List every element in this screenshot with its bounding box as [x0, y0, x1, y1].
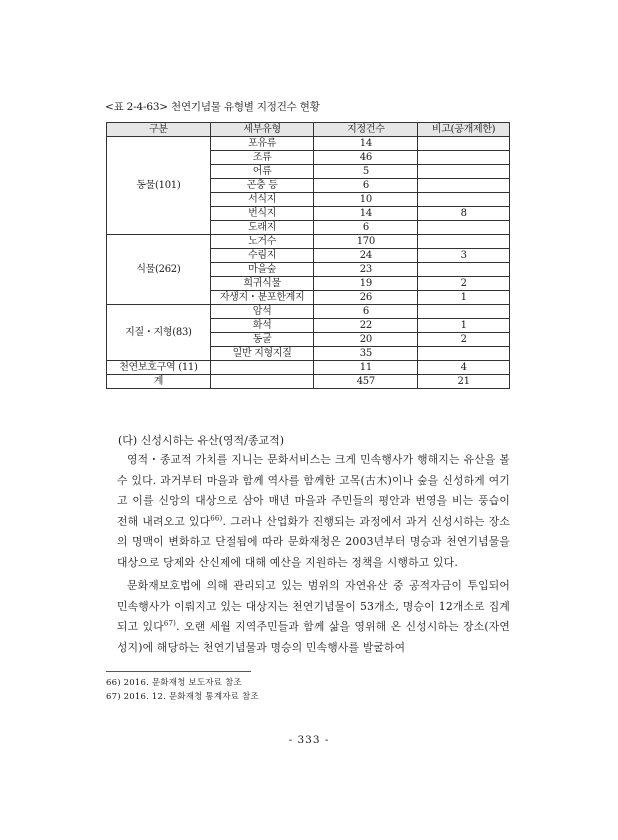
count-cell: 35 — [314, 347, 418, 361]
note-cell — [418, 179, 510, 193]
total-count: 457 — [314, 375, 418, 389]
table-caption: <표 2-4-63> 천연기념물 유형별 지정건수 현황 — [105, 101, 320, 113]
count-cell: 24 — [314, 249, 418, 263]
type-cell: 마을숲 — [210, 263, 314, 277]
count-cell: 22 — [314, 319, 418, 333]
note-cell — [418, 263, 510, 277]
count-cell: 10 — [314, 193, 418, 207]
type-cell: 암석 — [210, 305, 314, 319]
note-cell: 8 — [418, 207, 510, 221]
note-cell: 2 — [418, 277, 510, 291]
type-cell: 희귀식물 — [210, 277, 314, 291]
type-cell — [210, 375, 314, 389]
footnote-divider — [106, 671, 251, 672]
column-header: 세부유형 — [210, 123, 314, 137]
group-cell-protected-area: 천연보호구역 (11) — [107, 361, 211, 375]
note-cell: 1 — [418, 291, 510, 305]
footnote: 66) 2016. 문화재청 보도자료 참조 — [106, 678, 242, 688]
column-header: 비고(공개제한) — [418, 123, 510, 137]
note-cell — [418, 221, 510, 235]
designation-stats-table — [106, 122, 510, 389]
column-header: 지정건수 — [314, 123, 418, 137]
type-cell: 도래지 — [210, 221, 314, 235]
type-cell: 동굴 — [210, 333, 314, 347]
note-cell: 2 — [418, 333, 510, 347]
table-row — [107, 305, 510, 319]
table-row — [107, 361, 510, 375]
section-title: (다) 신성시하는 유산(영적/종교적) — [118, 434, 285, 447]
note-cell — [418, 165, 510, 179]
count-cell: 23 — [314, 263, 418, 277]
count-cell: 170 — [314, 235, 418, 249]
count-cell: 6 — [314, 179, 418, 193]
type-cell: 노거수 — [210, 235, 314, 249]
paragraph-text: . 그러나 산업화가 진행되는 과정에서 과거 신성시하는 장소의 명맥이 변화하고 단절됨에 따라 문화재청은 2003년부터 명승과 천연기념물을 대상으로 당제와 산신제에 대해 예산을 지원하는 정책을 시행하고 있다. — [117, 514, 510, 569]
type-cell: 일반 지형지질 — [210, 347, 314, 361]
type-cell: 조류 — [210, 151, 314, 165]
paragraph-text: 문화재보호법에 의해 관리되고 있는 범위의 자연유산 중 공적자금이 투입되어 민속행사가 이뤄지고 있는 대상지는 천연기념물이 53개소, 명승이 12개소로 집계되고 있다 — [117, 579, 510, 633]
note-cell — [418, 305, 510, 319]
type-cell: 어류 — [210, 165, 314, 179]
type-cell: 자생지・분포한계지 — [210, 291, 314, 305]
total-note: 21 — [418, 375, 510, 389]
count-cell: 14 — [314, 207, 418, 221]
footnote: 67) 2016. 12. 문화재청 통계자료 참조 — [106, 692, 259, 702]
paragraph-text: . 오랜 세월 지역주민들과 함께 삶을 영위해 온 신성시하는 장소(자연성지)에 해당하는 천연기념물과 명승의 민속행사를 발굴하여 — [117, 620, 511, 654]
count-cell: 5 — [314, 165, 418, 179]
count-cell: 26 — [314, 291, 418, 305]
type-cell: 번식지 — [210, 207, 314, 221]
total-row — [107, 375, 510, 389]
note-cell: 1 — [418, 319, 510, 333]
type-cell: 곤충 등 — [210, 179, 314, 193]
table-row — [107, 137, 510, 151]
count-cell: 19 — [314, 277, 418, 291]
paragraph-text: 영적・종교적 가치를 지니는 문화서비스는 크게 민속행사가 행해지는 유산을 볼 수 있다. 과거부터 마을과 함께 역사를 함께한 고목(古木)이나 숲을 신성하게 여기고 이를 신앙의 대상으로 삼아 매년 마을과 주민들의 평안과 번영을 비는 풍습이 전해 내려오고 있다 — [117, 453, 510, 528]
table-header-row — [107, 123, 510, 137]
note-cell — [418, 137, 510, 151]
count-cell: 14 — [314, 137, 418, 151]
type-cell: 화석 — [210, 319, 314, 333]
type-cell: 수림지 — [210, 249, 314, 263]
note-cell — [418, 235, 510, 249]
type-cell — [210, 361, 314, 375]
count-cell: 6 — [314, 305, 418, 319]
column-header: 구분 — [107, 123, 211, 137]
page-number: - 333 - — [288, 734, 330, 746]
count-cell: 46 — [314, 151, 418, 165]
count-cell: 6 — [314, 221, 418, 235]
group-cell-geology: 지질・지형(83) — [107, 305, 211, 361]
note-cell: 3 — [418, 249, 510, 263]
note-cell — [418, 193, 510, 207]
footnote-ref: 66) — [210, 513, 223, 522]
table-row — [107, 235, 510, 249]
footnote-ref: 67) — [163, 619, 177, 628]
paragraph-1 — [117, 450, 510, 573]
note-cell — [418, 347, 510, 361]
type-cell: 서식지 — [210, 193, 314, 207]
count-cell: 20 — [314, 333, 418, 347]
type-cell: 포유류 — [210, 137, 314, 151]
count-cell: 11 — [314, 361, 418, 375]
total-label: 계 — [107, 375, 211, 389]
note-cell — [418, 151, 510, 165]
group-cell-animal: 동물(101) — [107, 137, 211, 235]
paragraph-2 — [117, 576, 510, 658]
group-cell-plant: 식물(262) — [107, 235, 211, 305]
note-cell: 4 — [418, 361, 510, 375]
